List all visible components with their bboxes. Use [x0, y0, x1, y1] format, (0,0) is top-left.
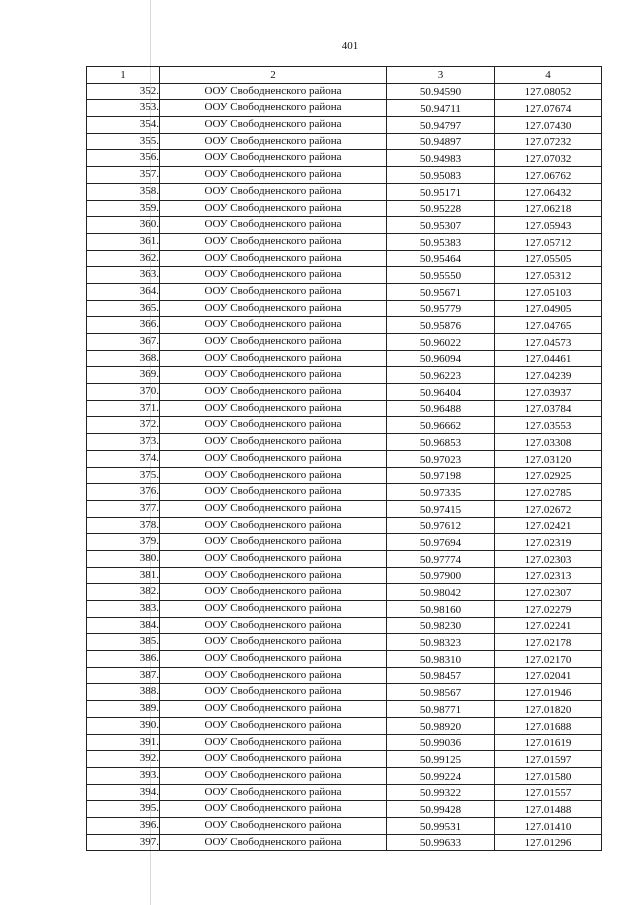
cell-latitude: 50.97335	[387, 484, 495, 501]
cell-longitude: 127.01557	[495, 784, 602, 801]
cell-number: 376.	[87, 484, 160, 501]
cell-longitude: 127.02041	[495, 667, 602, 684]
cell-name: ООУ Свободненского района	[160, 217, 387, 234]
table-row	[87, 817, 602, 834]
cell-latitude: 50.98310	[387, 651, 495, 668]
cell-name: ООУ Свободненского района	[160, 467, 387, 484]
cell-latitude: 50.94797	[387, 117, 495, 134]
cell-latitude: 50.99531	[387, 817, 495, 834]
cell-name: ООУ Свободненского района	[160, 734, 387, 751]
cell-number: 391.	[87, 734, 160, 751]
cell-name: ООУ Свободненского района	[160, 801, 387, 818]
cell-name: ООУ Свободненского района	[160, 417, 387, 434]
table-row	[87, 517, 602, 534]
cell-name: ООУ Свободненского района	[160, 317, 387, 334]
cell-name: ООУ Свободненского района	[160, 150, 387, 167]
cell-longitude: 127.02279	[495, 601, 602, 618]
table-row	[87, 267, 602, 284]
cell-number: 360.	[87, 217, 160, 234]
cell-number: 396.	[87, 817, 160, 834]
table-row	[87, 417, 602, 434]
cell-longitude: 127.03937	[495, 384, 602, 401]
cell-number: 389.	[87, 701, 160, 718]
cell-latitude: 50.97612	[387, 517, 495, 534]
cell-name: ООУ Свободненского района	[160, 667, 387, 684]
table-row	[87, 701, 602, 718]
cell-longitude: 127.02241	[495, 617, 602, 634]
cell-latitude: 50.96404	[387, 384, 495, 401]
cell-latitude: 50.96022	[387, 334, 495, 351]
cell-number: 379.	[87, 534, 160, 551]
cell-number: 392.	[87, 751, 160, 768]
cell-number: 373.	[87, 434, 160, 451]
cell-name: ООУ Свободненского района	[160, 684, 387, 701]
header-cell-name: 2	[160, 67, 387, 84]
cell-name: ООУ Свободненского района	[160, 517, 387, 534]
cell-latitude: 50.98230	[387, 617, 495, 634]
cell-name: ООУ Свободненского района	[160, 767, 387, 784]
table-row	[87, 651, 602, 668]
cell-longitude: 127.04765	[495, 317, 602, 334]
cell-longitude: 127.01580	[495, 767, 602, 784]
cell-longitude: 127.03784	[495, 400, 602, 417]
cell-number: 359.	[87, 200, 160, 217]
cell-name: ООУ Свободненского района	[160, 701, 387, 718]
cell-latitude: 50.97198	[387, 467, 495, 484]
cell-latitude: 50.97415	[387, 500, 495, 517]
table-row	[87, 83, 602, 100]
cell-longitude: 127.08052	[495, 83, 602, 100]
cell-longitude: 127.07430	[495, 117, 602, 134]
cell-name: ООУ Свободненского района	[160, 400, 387, 417]
cell-name: ООУ Свободненского района	[160, 784, 387, 801]
table-row	[87, 634, 602, 651]
cell-latitude: 50.97023	[387, 450, 495, 467]
table-row	[87, 500, 602, 517]
cell-number: 364.	[87, 283, 160, 300]
cell-longitude: 127.03120	[495, 450, 602, 467]
cell-longitude: 127.07032	[495, 150, 602, 167]
cell-number: 363.	[87, 267, 160, 284]
cell-latitude: 50.98042	[387, 584, 495, 601]
cell-latitude: 50.98457	[387, 667, 495, 684]
cell-latitude: 50.94983	[387, 150, 495, 167]
cell-number: 388.	[87, 684, 160, 701]
cell-longitude: 127.02178	[495, 634, 602, 651]
cell-number: 390.	[87, 717, 160, 734]
cell-number: 383.	[87, 601, 160, 618]
cell-latitude: 50.99322	[387, 784, 495, 801]
cell-latitude: 50.99125	[387, 751, 495, 768]
cell-name: ООУ Свободненского района	[160, 283, 387, 300]
cell-longitude: 127.05103	[495, 283, 602, 300]
cell-name: ООУ Свободненского района	[160, 534, 387, 551]
cell-latitude: 50.98920	[387, 717, 495, 734]
cell-longitude: 127.02421	[495, 517, 602, 534]
table-row	[87, 684, 602, 701]
cell-name: ООУ Свободненского района	[160, 83, 387, 100]
cell-longitude: 127.04461	[495, 350, 602, 367]
cell-name: ООУ Свободненского района	[160, 200, 387, 217]
cell-longitude: 127.05312	[495, 267, 602, 284]
table-row	[87, 434, 602, 451]
cell-name: ООУ Свободненского района	[160, 817, 387, 834]
cell-latitude: 50.95083	[387, 167, 495, 184]
cell-longitude: 127.02170	[495, 651, 602, 668]
cell-number: 355.	[87, 133, 160, 150]
cell-name: ООУ Свободненского района	[160, 500, 387, 517]
cell-longitude: 127.04573	[495, 334, 602, 351]
header-cell-latitude: 3	[387, 67, 495, 84]
cell-latitude: 50.97900	[387, 567, 495, 584]
table-row	[87, 250, 602, 267]
table-row	[87, 717, 602, 734]
cell-longitude: 127.02319	[495, 534, 602, 551]
cell-name: ООУ Свободненского района	[160, 100, 387, 117]
table-row	[87, 283, 602, 300]
cell-latitude: 50.96488	[387, 400, 495, 417]
cell-longitude: 127.02313	[495, 567, 602, 584]
cell-number: 362.	[87, 250, 160, 267]
cell-longitude: 127.01296	[495, 834, 602, 851]
table-row	[87, 450, 602, 467]
cell-number: 371.	[87, 400, 160, 417]
cell-longitude: 127.06762	[495, 167, 602, 184]
table-row	[87, 617, 602, 634]
cell-number: 370.	[87, 384, 160, 401]
cell-longitude: 127.02307	[495, 584, 602, 601]
cell-longitude: 127.05943	[495, 217, 602, 234]
cell-longitude: 127.02303	[495, 550, 602, 567]
cell-name: ООУ Свободненского района	[160, 434, 387, 451]
table-row	[87, 667, 602, 684]
table-row	[87, 801, 602, 818]
cell-latitude: 50.94590	[387, 83, 495, 100]
cell-longitude: 127.04905	[495, 300, 602, 317]
cell-name: ООУ Свободненского района	[160, 834, 387, 851]
cell-longitude: 127.01688	[495, 717, 602, 734]
cell-longitude: 127.02672	[495, 500, 602, 517]
cell-name: ООУ Свободненского района	[160, 617, 387, 634]
cell-longitude: 127.01946	[495, 684, 602, 701]
table-row	[87, 384, 602, 401]
cell-number: 385.	[87, 634, 160, 651]
cell-name: ООУ Свободненского района	[160, 601, 387, 618]
table-row	[87, 167, 602, 184]
table-row	[87, 183, 602, 200]
cell-name: ООУ Свободненского района	[160, 233, 387, 250]
table-row	[87, 117, 602, 134]
table-row	[87, 584, 602, 601]
cell-latitude: 50.98771	[387, 701, 495, 718]
cell-latitude: 50.95228	[387, 200, 495, 217]
cell-number: 397.	[87, 834, 160, 851]
table-row	[87, 467, 602, 484]
cell-number: 384.	[87, 617, 160, 634]
cell-name: ООУ Свободненского района	[160, 450, 387, 467]
cell-longitude: 127.03308	[495, 434, 602, 451]
cell-latitude: 50.94897	[387, 133, 495, 150]
cell-name: ООУ Свободненского района	[160, 250, 387, 267]
cell-longitude: 127.04239	[495, 367, 602, 384]
cell-latitude: 50.99224	[387, 767, 495, 784]
cell-latitude: 50.95550	[387, 267, 495, 284]
cell-latitude: 50.99633	[387, 834, 495, 851]
cell-name: ООУ Свободненского района	[160, 484, 387, 501]
cell-name: ООУ Свободненского района	[160, 717, 387, 734]
cell-latitude: 50.95464	[387, 250, 495, 267]
table-row	[87, 367, 602, 384]
cell-latitude: 50.96223	[387, 367, 495, 384]
cell-number: 374.	[87, 450, 160, 467]
cell-longitude: 127.02925	[495, 467, 602, 484]
cell-latitude: 50.99036	[387, 734, 495, 751]
cell-number: 356.	[87, 150, 160, 167]
table-row	[87, 334, 602, 351]
table-header	[87, 67, 602, 84]
cell-name: ООУ Свободненского района	[160, 751, 387, 768]
cell-longitude: 127.07232	[495, 133, 602, 150]
cell-number: 366.	[87, 317, 160, 334]
cell-number: 395.	[87, 801, 160, 818]
table-row	[87, 100, 602, 117]
cell-latitude: 50.98160	[387, 601, 495, 618]
cell-latitude: 50.96662	[387, 417, 495, 434]
cell-number: 372.	[87, 417, 160, 434]
cell-longitude: 127.01488	[495, 801, 602, 818]
table-row	[87, 601, 602, 618]
cell-longitude: 127.02785	[495, 484, 602, 501]
cell-number: 380.	[87, 550, 160, 567]
table-row	[87, 834, 602, 851]
cell-number: 382.	[87, 584, 160, 601]
cell-number: 365.	[87, 300, 160, 317]
table-row	[87, 400, 602, 417]
cell-latitude: 50.95307	[387, 217, 495, 234]
cell-longitude: 127.01410	[495, 817, 602, 834]
cell-number: 361.	[87, 233, 160, 250]
cell-longitude: 127.05505	[495, 250, 602, 267]
cell-longitude: 127.06218	[495, 200, 602, 217]
table-row	[87, 133, 602, 150]
cell-name: ООУ Свободненского района	[160, 300, 387, 317]
cell-number: 358.	[87, 183, 160, 200]
cell-number: 387.	[87, 667, 160, 684]
table-row	[87, 534, 602, 551]
table-body	[87, 83, 602, 851]
cell-latitude: 50.98567	[387, 684, 495, 701]
cell-latitude: 50.97694	[387, 534, 495, 551]
cell-longitude: 127.03553	[495, 417, 602, 434]
header-cell-longitude: 4	[495, 67, 602, 84]
cell-latitude: 50.97774	[387, 550, 495, 567]
cell-name: ООУ Свободненского района	[160, 634, 387, 651]
cell-name: ООУ Свободненского района	[160, 350, 387, 367]
table-row	[87, 550, 602, 567]
header-cell-number: 1	[87, 67, 160, 84]
cell-longitude: 127.06432	[495, 183, 602, 200]
cell-name: ООУ Свободненского района	[160, 117, 387, 134]
cell-name: ООУ Свободненского района	[160, 267, 387, 284]
cell-name: ООУ Свободненского района	[160, 367, 387, 384]
table-row	[87, 567, 602, 584]
cell-number: 375.	[87, 467, 160, 484]
table-row	[87, 317, 602, 334]
cell-number: 369.	[87, 367, 160, 384]
cell-name: ООУ Свободненского района	[160, 133, 387, 150]
cell-longitude: 127.01597	[495, 751, 602, 768]
table-row	[87, 150, 602, 167]
cell-number: 352.	[87, 83, 160, 100]
table-row	[87, 767, 602, 784]
cell-number: 381.	[87, 567, 160, 584]
cell-latitude: 50.95383	[387, 233, 495, 250]
cell-number: 353.	[87, 100, 160, 117]
cell-latitude: 50.96094	[387, 350, 495, 367]
cell-number: 368.	[87, 350, 160, 367]
cell-number: 354.	[87, 117, 160, 134]
cell-name: ООУ Свободненского района	[160, 183, 387, 200]
cell-name: ООУ Свободненского района	[160, 384, 387, 401]
table-row	[87, 734, 602, 751]
header-row	[87, 67, 602, 84]
cell-longitude: 127.01619	[495, 734, 602, 751]
cell-latitude: 50.94711	[387, 100, 495, 117]
table-row	[87, 784, 602, 801]
cell-latitude: 50.95779	[387, 300, 495, 317]
coordinates-table	[86, 66, 602, 851]
cell-latitude: 50.99428	[387, 801, 495, 818]
cell-latitude: 50.96853	[387, 434, 495, 451]
cell-number: 367.	[87, 334, 160, 351]
cell-number: 378.	[87, 517, 160, 534]
table-row	[87, 484, 602, 501]
cell-name: ООУ Свободненского района	[160, 334, 387, 351]
table-row	[87, 200, 602, 217]
table-row	[87, 217, 602, 234]
table-row	[87, 350, 602, 367]
cell-name: ООУ Свободненского района	[160, 550, 387, 567]
cell-latitude: 50.98323	[387, 634, 495, 651]
table-row	[87, 300, 602, 317]
cell-number: 394.	[87, 784, 160, 801]
cell-longitude: 127.05712	[495, 233, 602, 250]
cell-name: ООУ Свободненского района	[160, 584, 387, 601]
cell-longitude: 127.01820	[495, 701, 602, 718]
cell-latitude: 50.95171	[387, 183, 495, 200]
cell-latitude: 50.95671	[387, 283, 495, 300]
cell-longitude: 127.07674	[495, 100, 602, 117]
page-number: 401	[341, 40, 359, 52]
cell-latitude: 50.95876	[387, 317, 495, 334]
cell-number: 386.	[87, 651, 160, 668]
cell-name: ООУ Свободненского района	[160, 651, 387, 668]
cell-name: ООУ Свободненского района	[160, 167, 387, 184]
cell-number: 393.	[87, 767, 160, 784]
cell-number: 377.	[87, 500, 160, 517]
cell-name: ООУ Свободненского района	[160, 567, 387, 584]
cell-number: 357.	[87, 167, 160, 184]
table-row	[87, 233, 602, 250]
table-row	[87, 751, 602, 768]
